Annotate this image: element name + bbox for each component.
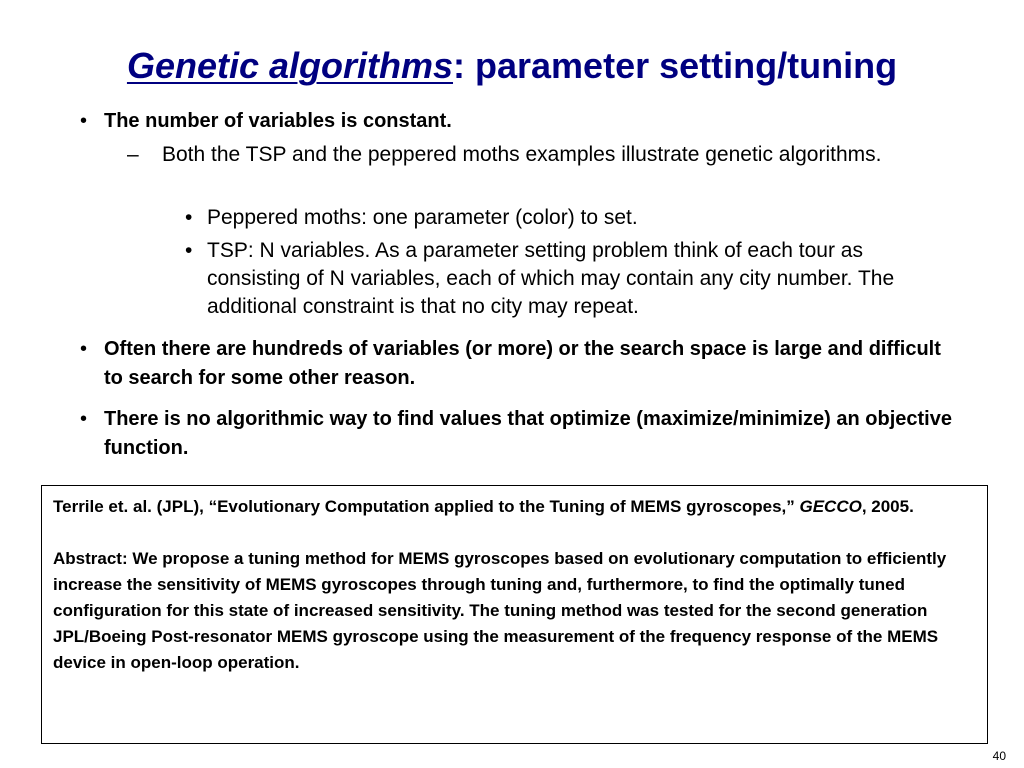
bullet-item-1: The number of variables is constant. xyxy=(104,110,452,132)
reference-box xyxy=(41,485,988,744)
citation-year: , 2005. xyxy=(861,497,914,516)
subsub-bullet-marker: • xyxy=(185,239,193,262)
sub-bullet-item: Both the TSP and the peppered moths examples illustrate genetic algorithms. xyxy=(162,143,882,166)
sub-bullet-marker: – xyxy=(127,143,139,166)
bullet-marker: • xyxy=(80,110,88,132)
subsub-bullet-item-2: TSP: N variables. As a parameter setting problem think of each tour as consisting of N variables, each of which may contain any city number. The additional constraint is that no city may repeat. xyxy=(207,239,895,318)
subsub-bullet-item-1: Peppered moths: one parameter (color) to set. xyxy=(207,206,638,229)
title-emphasis: Genetic algorithms xyxy=(126,45,454,86)
citation-venue: GECCO xyxy=(799,497,862,516)
page-number: 40 xyxy=(992,749,1006,763)
abstract-text: Abstract: We propose a tuning method for MEMS gyroscopes based on evolutionary computation to efficiently increase the sensitivity of MEMS gyroscopes through tuning and, furthermore, to find the optimally tuned configuration for this state of increased sensitivity. The tuning method was tested for the second generation JPL/Boeing Post-resonator MEMS gyroscope using the measurement of the frequency response of the MEMS device in open-loop operation. xyxy=(53,549,947,672)
citation-lead: Terrile et. al. (JPL), “Evolutionary Computation applied to the Tuning of MEMS gyroscopes,” xyxy=(53,497,800,516)
citation xyxy=(53,494,978,520)
subsub-bullet-marker: • xyxy=(185,206,193,229)
bullet-item-3: There is no algorithmic way to find values that optimize (maximize/minimize) an objective function. xyxy=(104,408,952,459)
title-rest: : parameter setting/tuning xyxy=(453,45,898,86)
reference-text xyxy=(53,494,978,676)
slide-title xyxy=(0,44,1024,88)
bullet-marker: • xyxy=(80,408,88,430)
bullet-item-2: Often there are hundreds of variables (or more) or the search space is large and difficult to search for some other reason. xyxy=(104,338,941,389)
bullet-marker: • xyxy=(80,338,88,360)
